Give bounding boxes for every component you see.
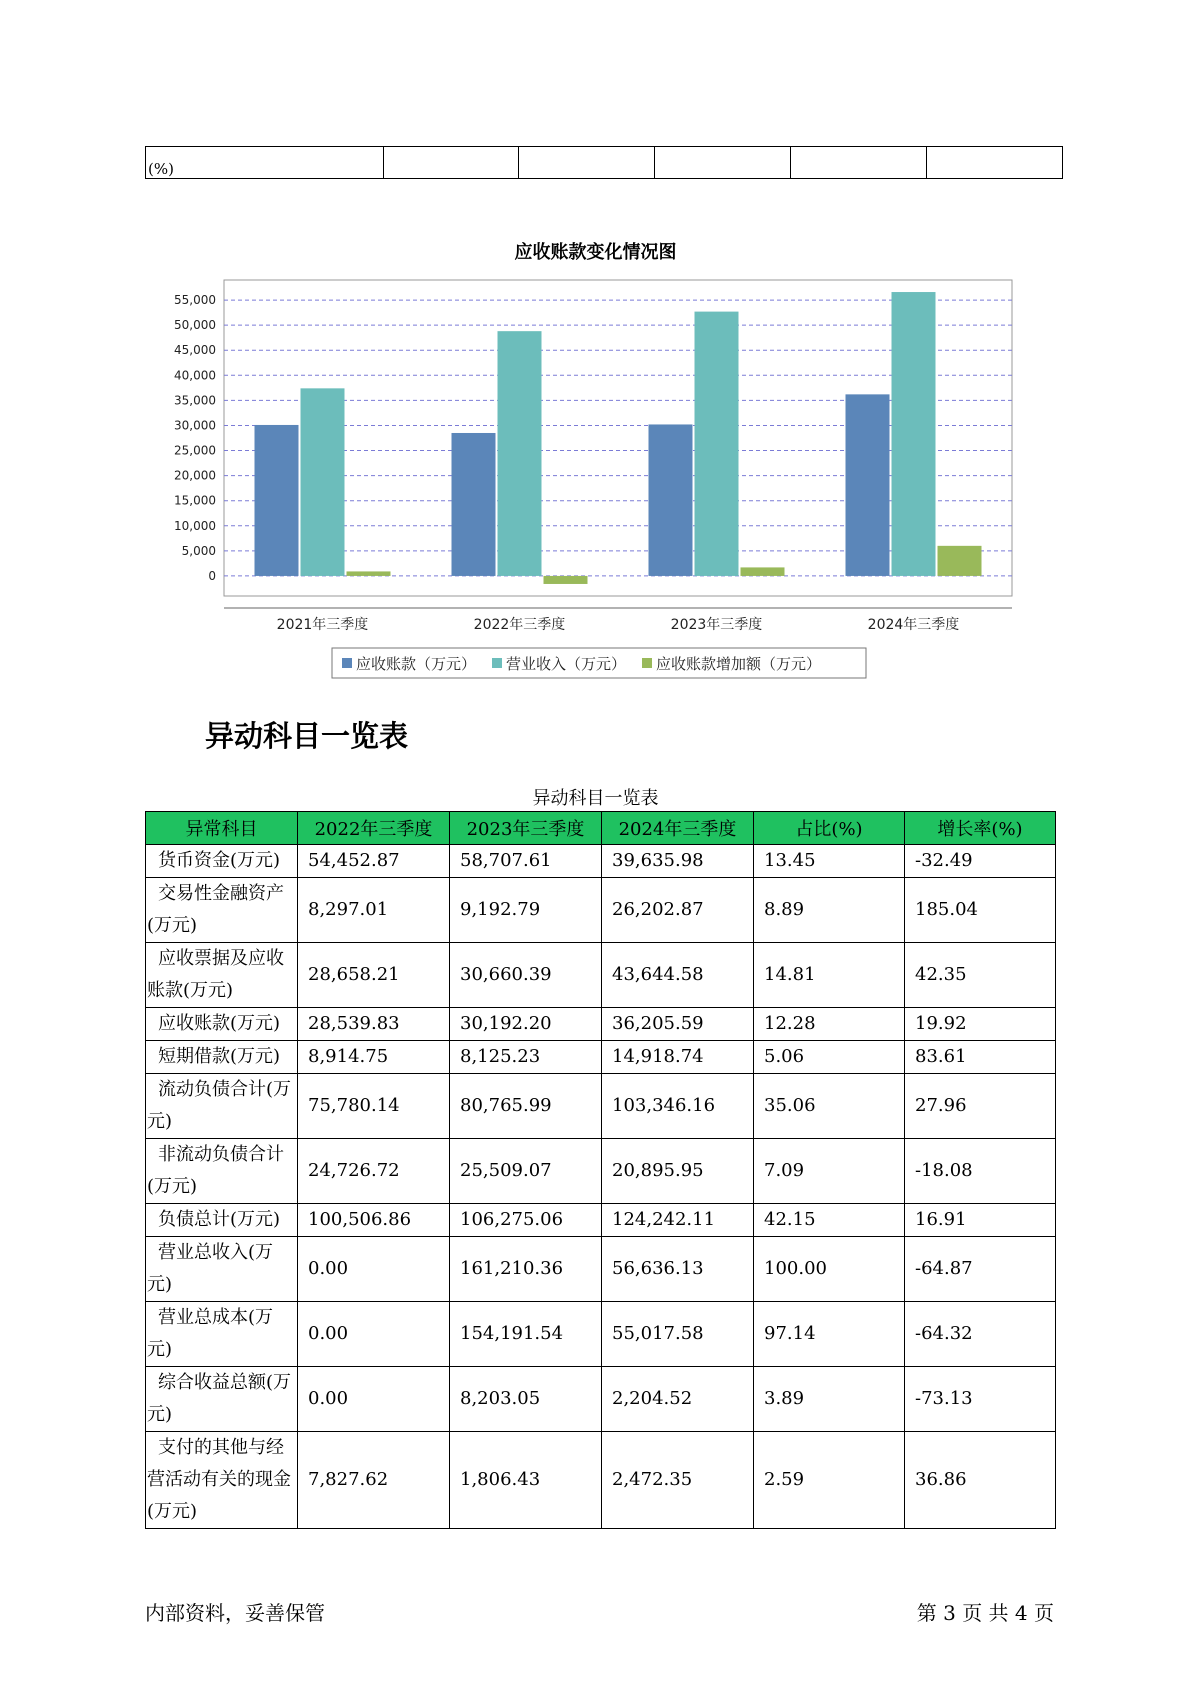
y-tick-label: 5,000	[181, 543, 216, 558]
table-cell: 24,726.72	[298, 1139, 450, 1204]
table-cell: 12.28	[754, 1008, 905, 1041]
table-cell: (%)	[146, 147, 384, 179]
table-cell: 25,509.07	[450, 1139, 602, 1204]
column-header: 2024年三季度	[602, 812, 754, 845]
table-header-row	[146, 812, 1056, 845]
bar	[301, 388, 345, 576]
table-cell: 2.59	[754, 1432, 905, 1529]
y-tick-label: 15,000	[174, 493, 216, 508]
legend-label: 营业收入（万元）	[506, 655, 627, 673]
row-label: 交易性金融资产(万元)	[146, 878, 298, 943]
table-row	[146, 1008, 1056, 1041]
x-tick-label: 2021年三季度	[276, 617, 369, 633]
table-cell: 54,452.87	[298, 845, 450, 878]
row-label: 应收票据及应收账款(万元)	[146, 943, 298, 1008]
bar	[498, 331, 542, 576]
table-cell: 106,275.06	[450, 1204, 602, 1237]
table-cell: 9,192.79	[450, 878, 602, 943]
legend-swatch	[342, 658, 352, 668]
table-cell: 7,827.62	[298, 1432, 450, 1529]
y-tick-label: 40,000	[174, 368, 216, 383]
table-cell: 39,635.98	[602, 845, 754, 878]
table-cell: 8,203.05	[450, 1367, 602, 1432]
bar	[347, 571, 391, 576]
bar	[255, 425, 299, 576]
row-label: 营业总收入(万元)	[146, 1237, 298, 1302]
table-cell: 80,765.99	[450, 1074, 602, 1139]
table-cell: -73.13	[905, 1367, 1056, 1432]
table-cell: 161,210.36	[450, 1237, 602, 1302]
column-header: 占比(%)	[754, 812, 905, 845]
section-heading: 异动科目一览表	[205, 719, 409, 753]
table-cell: 42.15	[754, 1204, 905, 1237]
table-cell: 30,660.39	[450, 943, 602, 1008]
table-cell: 56,636.13	[602, 1237, 754, 1302]
y-tick-label: 25,000	[174, 443, 216, 458]
row-label: 营业总成本(万元)	[146, 1302, 298, 1367]
abnormal-items-table	[145, 811, 1056, 1529]
table-cell: 83.61	[905, 1041, 1056, 1074]
column-header: 2023年三季度	[450, 812, 602, 845]
table-cell: 103,346.16	[602, 1074, 754, 1139]
column-header: 增长率(%)	[905, 812, 1056, 845]
legend-swatch	[492, 658, 502, 668]
x-tick-label: 2023年三季度	[670, 617, 763, 633]
table-cell: -32.49	[905, 845, 1056, 878]
row-label: 负债总计(万元)	[146, 1204, 298, 1237]
table-row	[146, 845, 1056, 878]
table-cell: 13.45	[754, 845, 905, 878]
bar	[452, 433, 496, 576]
table-cell: 27.96	[905, 1074, 1056, 1139]
table-row	[146, 1139, 1056, 1204]
row-label: 应收账款(万元)	[146, 1008, 298, 1041]
bar	[938, 546, 982, 576]
y-tick-label: 10,000	[174, 518, 216, 533]
table-cell: 35.06	[754, 1074, 905, 1139]
row-label: 货币资金(万元)	[146, 845, 298, 878]
table-cell: 3.89	[754, 1367, 905, 1432]
table-row	[146, 878, 1056, 943]
row-label: 短期借款(万元)	[146, 1041, 298, 1074]
table-row	[146, 1302, 1056, 1367]
table-cell: 5.06	[754, 1041, 905, 1074]
row-label: 非流动负债合计(万元)	[146, 1139, 298, 1204]
table-cell: 8,125.23	[450, 1041, 602, 1074]
table-cell: 0.00	[298, 1302, 450, 1367]
table-cell: 20,895.95	[602, 1139, 754, 1204]
legend-label: 应收账款（万元）	[356, 655, 477, 673]
table-row	[146, 1367, 1056, 1432]
table-cell: 58,707.61	[450, 845, 602, 878]
bar	[695, 312, 739, 576]
table-cell: 1,806.43	[450, 1432, 602, 1529]
table-cell: 100,506.86	[298, 1204, 450, 1237]
table-cell: 55,017.58	[602, 1302, 754, 1367]
row-label: 支付的其他与经营活动有关的现金(万元)	[146, 1432, 298, 1529]
y-tick-label: 0	[208, 568, 216, 583]
table-cell: 14,918.74	[602, 1041, 754, 1074]
table-cell: 8.89	[754, 878, 905, 943]
table-cell: 36,205.59	[602, 1008, 754, 1041]
legend-swatch	[642, 658, 652, 668]
column-header: 异常科目	[146, 812, 298, 845]
chart-title: 应收账款变化情况图	[514, 242, 677, 263]
table-cell: -64.32	[905, 1302, 1056, 1367]
footer-page-number: 第 3 页 共 4 页	[916, 1601, 1054, 1625]
column-header: 2022年三季度	[298, 812, 450, 845]
table-cell: 19.92	[905, 1008, 1056, 1041]
x-tick-label: 2024年三季度	[867, 617, 960, 633]
table-row	[146, 1041, 1056, 1074]
table-cell: 16.91	[905, 1204, 1056, 1237]
table-cell: 154,191.54	[450, 1302, 602, 1367]
y-tick-label: 55,000	[174, 293, 216, 308]
table-cell: 28,658.21	[298, 943, 450, 1008]
bar	[846, 394, 890, 576]
table-cell: -18.08	[905, 1139, 1056, 1204]
y-tick-label: 35,000	[174, 393, 216, 408]
table-cell: 2,472.35	[602, 1432, 754, 1529]
table-cell: 14.81	[754, 943, 905, 1008]
table-row	[146, 1237, 1056, 1302]
table-cell: 75,780.14	[298, 1074, 450, 1139]
table-row	[146, 1204, 1056, 1237]
row-label: 流动负债合计(万元)	[146, 1074, 298, 1139]
table-row	[146, 1432, 1056, 1529]
table-cell: 28,539.83	[298, 1008, 450, 1041]
y-tick-label: 45,000	[174, 343, 216, 358]
x-tick-label: 2022年三季度	[473, 617, 566, 633]
table-cell: 30,192.20	[450, 1008, 602, 1041]
table-cell: 43,644.58	[602, 943, 754, 1008]
table-row	[146, 943, 1056, 1008]
table-cell: 8,297.01	[298, 878, 450, 943]
y-tick-label: 20,000	[174, 468, 216, 483]
table-cell: 8,914.75	[298, 1041, 450, 1074]
bar	[892, 292, 936, 576]
footer-confidential-note: 内部资料，妥善保管	[145, 1601, 325, 1625]
table-cell: 2,204.52	[602, 1367, 754, 1432]
table-caption: 异动科目一览表	[532, 788, 659, 809]
bar	[741, 567, 785, 576]
legend-label: 应收账款增加额（万元）	[656, 655, 822, 673]
table-cell: 7.09	[754, 1139, 905, 1204]
table-cell: -64.87	[905, 1237, 1056, 1302]
bar	[544, 576, 588, 584]
y-tick-label: 50,000	[174, 318, 216, 333]
table-cell: 97.14	[754, 1302, 905, 1367]
y-tick-label: 30,000	[174, 418, 216, 433]
receivables-bar-chart	[0, 0, 1191, 700]
table-cell: 124,242.11	[602, 1204, 754, 1237]
table-cell: 42.35	[905, 943, 1056, 1008]
table-cell: 100.00	[754, 1237, 905, 1302]
table-cell: 0.00	[298, 1237, 450, 1302]
table-cell: 26,202.87	[602, 878, 754, 943]
bar	[649, 424, 693, 575]
table-cell: 185.04	[905, 878, 1056, 943]
table-row	[146, 1074, 1056, 1139]
row-label: 综合收益总额(万元)	[146, 1367, 298, 1432]
table-cell: 0.00	[298, 1367, 450, 1432]
table-cell: 36.86	[905, 1432, 1056, 1529]
